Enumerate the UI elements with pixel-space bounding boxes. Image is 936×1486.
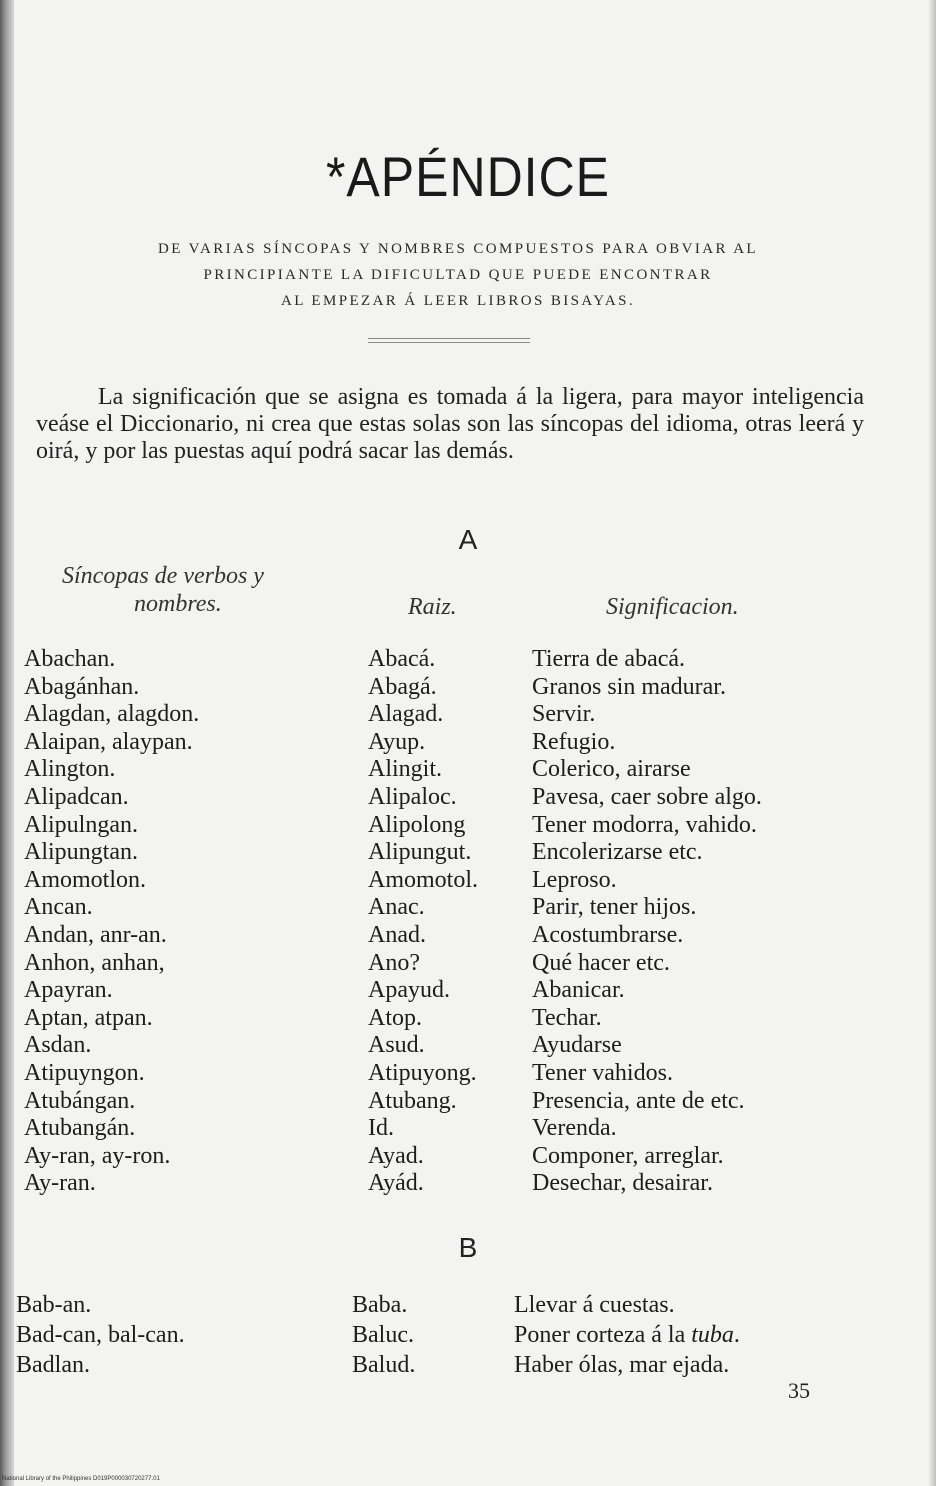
entry-significacion: Parir, tener hijos. [532, 894, 697, 921]
entry-raiz: Atipuyong. [368, 1059, 477, 1086]
entry-sincopa: Alipungtan. [24, 839, 138, 866]
section-letter-b: B [458, 1232, 478, 1263]
entry-sincopa: Bab-an. [16, 1292, 92, 1318]
entry-raiz: Abagá. [368, 673, 437, 700]
entry-raiz: Ayád. [368, 1170, 424, 1197]
entry-row [0, 1032, 936, 1060]
entry-row [0, 839, 936, 867]
entry-significacion: Presencia, ante de etc. [532, 1087, 745, 1114]
entry-raiz: Abacá. [368, 646, 436, 672]
entry-row [0, 674, 936, 702]
entry-sincopa: Apayran. [24, 977, 113, 1004]
entry-raiz: Ano? [368, 949, 420, 976]
entry-sincopa: Alipadcan. [24, 783, 129, 810]
entry-sincopa: Asdan. [24, 1032, 92, 1059]
intro-paragraph: La significación que se asigna es tomada á la ligera, para mayor inteligencia veáse el Diccionario, ni crea que estas solas son las síncopas del idioma, otras leerá y oirá, y por las puestas aquí podrá sacar las demás. [36, 384, 864, 464]
entry-row [0, 894, 936, 922]
entry-significacion: Leproso. [532, 866, 617, 893]
entry-significacion: Componer, arreglar. [532, 1142, 724, 1169]
entry-raiz: Atubang. [368, 1087, 457, 1114]
entry-raiz: Ayup. [368, 728, 426, 755]
entry-sincopa: Ay-ran. [24, 1170, 96, 1197]
entry-raiz: Asud. [368, 1032, 425, 1059]
section-divider [368, 338, 530, 343]
entry-row [0, 1088, 936, 1116]
entry-significacion: Desechar, desairar. [532, 1170, 713, 1197]
entries-a [0, 646, 936, 1198]
column-header-sincopas-line1: Síncopas de verbos y [62, 563, 264, 589]
entry-raiz: Id. [368, 1115, 394, 1142]
entry-raiz: Alipungut. [368, 839, 472, 866]
entry-row [0, 1292, 936, 1322]
entry-sincopa: Amomotlon. [24, 866, 147, 893]
subtitle-line: DE VARIAS SÍNCOPAS Y NOMBRES COMPUESTOS PARA OBVIAR AL [157, 241, 758, 257]
entry-row [0, 977, 936, 1005]
entry-row [0, 646, 936, 674]
entry-row [0, 1143, 936, 1171]
entry-sincopa: Abagánhan. [24, 673, 140, 700]
entry-raiz: Alipolong [368, 811, 466, 838]
entry-sincopa: Bad-can, bal-can. [16, 1322, 185, 1348]
entry-row [0, 812, 936, 840]
column-header-significacion: Significacion. [606, 594, 739, 620]
column-header-sincopas [62, 562, 322, 618]
entry-significacion: Servir. [532, 701, 596, 728]
entry-row [0, 701, 936, 729]
entry-sincopa: Atubangán. [24, 1115, 136, 1142]
entry-significacion: Acostumbrarse. [532, 921, 684, 948]
entry-significacion: Poner corteza á la tuba. [514, 1322, 740, 1348]
entry-sincopa: Andan, anr-an. [24, 921, 167, 948]
entry-sincopa: Anhon, anhan, [24, 949, 165, 976]
entry-significacion: Abanicar. [532, 977, 625, 1004]
entry-row [0, 729, 936, 757]
entry-significacion: Encolerizarse etc. [532, 839, 703, 866]
entry-sincopa: Alagdan, alagdon. [24, 701, 200, 728]
entry-raiz: Ayad. [368, 1142, 424, 1169]
entries-b [0, 1292, 936, 1382]
entry-raiz: Alingit. [368, 756, 443, 783]
entry-significacion: Colerico, airarse [532, 756, 691, 783]
subtitle-line: AL EMPEZAR Á LEER LIBROS BISAYAS. [281, 293, 635, 309]
entry-raiz: Apayud. [368, 977, 450, 1004]
footer-credit: National Library of the Philippines D019P000030720277.01 [2, 1476, 160, 1482]
entry-sincopa: Ay-ran, ay-ron. [24, 1142, 171, 1169]
entry-sincopa: Atubángan. [24, 1087, 136, 1114]
entry-raiz: Baluc. [352, 1322, 414, 1348]
entry-raiz: Alagad. [368, 701, 444, 728]
entry-raiz: Atop. [368, 1004, 422, 1031]
entry-raiz: Anac. [368, 894, 425, 921]
entry-row [0, 784, 936, 812]
entry-significacion: Ayudarse [532, 1032, 622, 1059]
entry-row [0, 1322, 936, 1352]
entry-raiz: Balud. [352, 1352, 416, 1378]
entry-row [0, 756, 936, 784]
entry-row [0, 950, 936, 978]
entry-significacion: Tierra de abacá. [532, 646, 686, 672]
entry-sincopa: Ancan. [24, 894, 93, 921]
entry-raiz: Alipaloc. [368, 783, 457, 810]
entry-row [0, 1060, 936, 1088]
column-header-raiz: Raiz. [408, 594, 457, 620]
entry-significacion: Llevar á cuestas. [514, 1292, 675, 1318]
entry-sincopa: Badlan. [16, 1352, 90, 1378]
entry-sincopa: Alington. [24, 756, 116, 783]
entry-significacion: Haber ólas, mar ejada. [514, 1352, 730, 1378]
section-letter-a: A [458, 524, 478, 555]
entry-row [0, 867, 936, 895]
entry-raiz: Anad. [368, 921, 426, 948]
page-title: *APÉNDICE [325, 145, 611, 209]
entry-sincopa: Alipulngan. [24, 811, 138, 838]
entry-row [0, 1115, 936, 1143]
subtitle [40, 236, 876, 314]
entry-significacion: Refugio. [532, 728, 616, 755]
entry-significacion: Verenda. [532, 1115, 617, 1142]
entry-sincopa: Atipuyngon. [24, 1059, 145, 1086]
entry-significacion: Tener modorra, vahido. [532, 811, 757, 838]
entry-row [0, 1005, 936, 1033]
entry-row [0, 1170, 936, 1198]
entry-row [0, 922, 936, 950]
subtitle-line: PRINCIPIANTE LA DIFICULTAD QUE PUEDE ENCONTRAR [203, 267, 713, 283]
entry-raiz: Amomotol. [368, 866, 479, 893]
entry-sincopa: Abachan. [24, 646, 116, 672]
entry-sincopa: Aptan, atpan. [24, 1004, 153, 1031]
entry-raiz: Baba. [352, 1292, 408, 1318]
entry-significacion: Techar. [532, 1004, 602, 1031]
column-header-sincopas-line2: nombres. [134, 591, 222, 617]
entry-significacion: Pavesa, caer sobre algo. [532, 783, 762, 810]
entry-significacion: Granos sin madurar. [532, 673, 726, 700]
entry-significacion: Qué hacer etc. [532, 949, 670, 976]
page-number: 35 [788, 1378, 810, 1403]
entry-significacion: Tener vahidos. [532, 1059, 673, 1086]
entry-sincopa: Alaipan, alaypan. [24, 728, 193, 755]
